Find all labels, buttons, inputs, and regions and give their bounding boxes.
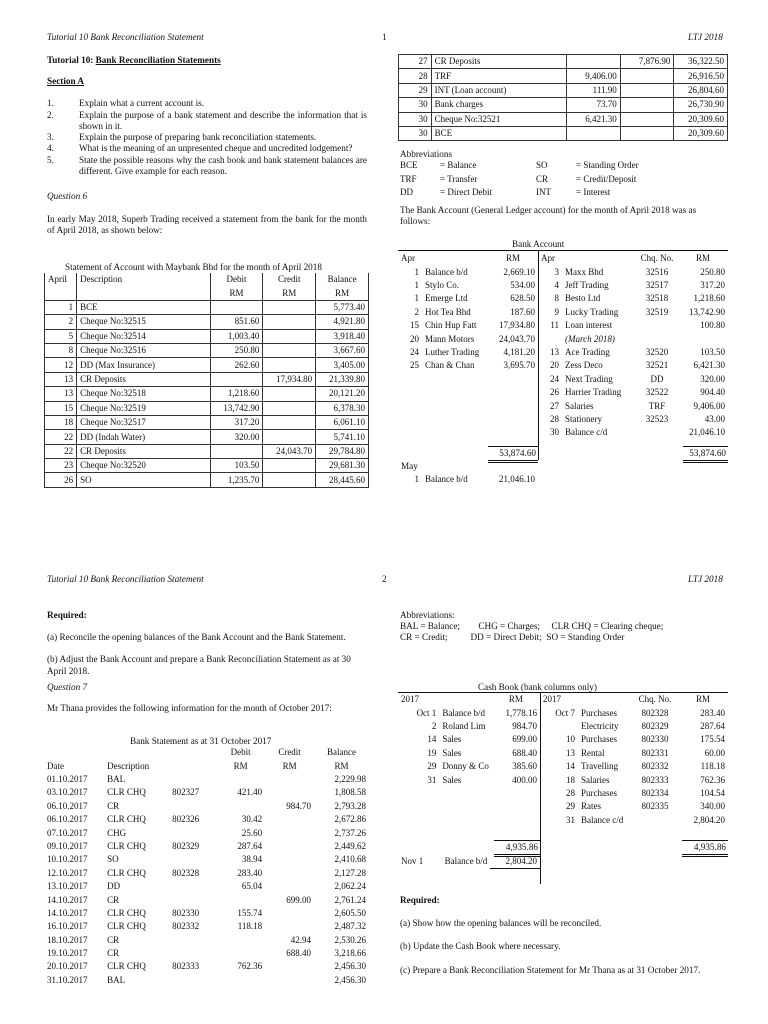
col-description: Description bbox=[107, 760, 150, 771]
statement-row: 20.10.2017 CLR CHQ 802333 762.36 2,456.30 bbox=[47, 961, 366, 972]
statement-row: 07.10.2017 CHG 25.60 2,737.26 bbox=[47, 827, 366, 838]
required-2-c: (c) Prepare a Bank Reconciliation Statement for Mr Thana as at 31 October 2017. bbox=[400, 964, 701, 975]
abbreviation-row: DD = Direct Debit INT = Interest bbox=[400, 186, 611, 197]
required-heading: Required: bbox=[47, 610, 87, 620]
left-column-2 bbox=[47, 610, 369, 714]
question-7-heading: Question 7 bbox=[47, 681, 88, 692]
cash-book-debit-row: 19 Sales 688.40 bbox=[427, 747, 537, 758]
cash-book-credit-row: 10 Purchases 802330 175.54 bbox=[566, 734, 725, 745]
bank-debit-row: 1 Emerge Ltd 628.50 bbox=[414, 293, 535, 304]
bank-may-balance: 1 Balance b/d 21,046.10 bbox=[414, 474, 535, 485]
cash-book-credit: 2017 Chq. No. RM Oct 7 Purchases 802328 283.40 Electricity 802329 287.64 10 Purchases 802330 175.54 13 Rental 802331 60.00 14 Travelling 802332 118.18 18 Salaries 802333 762.36 28 Purchases 802334 104.54 29 Rates 802335 340.00 31 Balance c/d 2,804.20 bbox=[540, 693, 728, 827]
question-6-intro: In early May 2018, Superb Trading received a statement from the bank for the month of April 2018, as shown below: bbox=[47, 214, 367, 236]
statement-row: 13.10.2017 DD 65.04 2,062.24 bbox=[47, 881, 366, 892]
left-column bbox=[47, 55, 367, 237]
bank-credit-row: 8 Besto Ltd 32518 1,218.60 bbox=[554, 293, 725, 304]
bank-statement-continued bbox=[398, 54, 728, 141]
statement-row: 5 Cheque No:32514 1,003.40 3,918.40 bbox=[45, 329, 369, 343]
bank-account-title: Bank Account bbox=[512, 239, 565, 249]
statement-row: 19.10.2017 CR 688.40 3,218.66 bbox=[47, 948, 366, 959]
cash-book-credit-row: 29 Rates 802335 340.00 bbox=[566, 801, 725, 812]
bank-credit-row: (March 2018) bbox=[565, 333, 615, 344]
bank-account-intro: The Bank Account (General Ledger account) for the month of April 2018 was as follows: bbox=[400, 205, 697, 227]
cash-book-credit-row: 31 Balance c/d 2,804.20 bbox=[566, 814, 725, 825]
cash-book-nov-balance: Nov 1 Balance b/d 2,804.20 bbox=[398, 855, 540, 869]
question-list bbox=[47, 98, 367, 177]
cash-book-credit-total: 4,935.86 bbox=[682, 840, 728, 857]
bank-credit-row: 24 Next Trading DD 320.00 bbox=[550, 373, 725, 384]
bank-credit-row: 13 Ace Trading 32520 103.50 bbox=[550, 346, 725, 357]
abbreviation-row: TRF = Transfer CR = Credit/Deposit bbox=[400, 173, 637, 184]
abbreviations-line-2: CR = Credit; DD = Direct Debit; SO = Standing Order bbox=[400, 632, 625, 642]
required-2-b: (b) Update the Cash Book where necessary. bbox=[400, 941, 561, 952]
cash-book-credit-row: 28 Purchases 802334 104.54 bbox=[566, 787, 725, 798]
statement-row: 8 Cheque No:32516 250.80 3,667.60 bbox=[45, 343, 369, 357]
bank-account-credit: Apr Chq. No. RM 3 Maxx Bhd 32516 250.80 4 Jeff Trading 32517 317.20 8 Besto Ltd 32518 1,218.60 9 Lucky Trading 32519 13,742.90 11 Loan interest 100.80 (March 2018) 13 Ace Trading 32520 103.50 20 Zess Deco 32521 6,421.30 24 Next Trading DD 320.00 26 Harrier Trading 32522 904.40 27 Salaries TRF 9,406.00 28 Stationery 32523 43.00 30 Balance c/d 21,046.10 bbox=[538, 252, 728, 439]
section-heading: Section A bbox=[47, 76, 85, 87]
bank-credit-row: 9 Lucky Trading 32519 13,742.90 bbox=[554, 306, 725, 317]
statement-row: 12.10.2017 CLR CHQ 802328 283.40 2,127.28 bbox=[47, 867, 366, 878]
bank-account-debit: Apr RM 1 Balance b/d 2,669.10 1 Stylo Co. 534.00 1 Emerge Ltd 628.50 2 Hot Tea Bhd 187.60 15 Chin Hup Fatt 17,934.80 20 Mann Motors 24,043.70 24 Luther Trading 4,181.20 25 Chan & Chan 3,695.70 bbox=[398, 252, 538, 373]
statement-row: 22 CR Deposits 24,043.70 29,784.80 bbox=[45, 444, 369, 458]
bank-credit-row: 30 Balance c/d 21,046.10 bbox=[550, 427, 725, 438]
abbreviations-table bbox=[397, 159, 642, 199]
statement-row: 27 CR Deposits 7,876.90 36,322.50 bbox=[399, 55, 728, 69]
statement-row: 30 Cheque No:32521 6,421.30 20,309.60 bbox=[399, 112, 728, 126]
bank-credit-row: 26 Harrier Trading 32522 904.40 bbox=[550, 387, 725, 398]
statement-row: 23 Cheque No:32520 103.50 29,681.30 bbox=[45, 459, 369, 473]
bank-statement-title-2: Bank Statement as at 31 October 2017 bbox=[130, 736, 272, 746]
header-left: Tutorial 10 Bank Reconciliation Statement bbox=[47, 32, 204, 42]
required-heading-2: Required: bbox=[400, 895, 440, 905]
abbreviations-line-1: BAL = Balance; CHG = Charges; CLR CHQ = Clearing cheque; bbox=[400, 621, 664, 631]
header-left: Tutorial 10 Bank Reconciliation Statement bbox=[47, 574, 204, 584]
statement-row: 13 Cheque No:32518 1,218.60 20,121.20 bbox=[45, 387, 369, 401]
question-6-heading: Question 6 bbox=[47, 190, 88, 201]
statement-row: 12 DD (Max Insurance) 262.60 3,405.00 bbox=[45, 358, 369, 372]
statement-row: 13 CR Deposits 17,934.80 21,339.80 bbox=[45, 372, 369, 386]
cash-book-debit-row: 31 Sales 400.00 bbox=[427, 774, 537, 785]
statement-row: 28 TRF 9,406.00 26,916.50 bbox=[399, 69, 728, 83]
bank-credit-row: 27 Salaries TRF 9,406.00 bbox=[550, 400, 725, 411]
statement-row: 15 Cheque No:32519 13,742.90 6,378.30 bbox=[45, 401, 369, 415]
statement-row: 1 BCE 5,773.40 bbox=[45, 300, 369, 314]
abbreviations-title-2: Abbreviations: bbox=[400, 610, 455, 620]
cash-book-credit-row: Electricity 802329 287.64 bbox=[581, 720, 725, 731]
statement-row: 22 DD (Indah Water) 320.00 5,741.10 bbox=[45, 430, 369, 444]
bank-debit-row: 1 Stylo Co. 534.00 bbox=[414, 279, 535, 290]
question-7-intro: Mr Thana provides the following information for the month of October 2017: bbox=[47, 703, 332, 714]
required-a: (a) Reconcile the opening balances of the Bank Account and the Bank Statement. bbox=[47, 632, 346, 643]
statement-row: 14.10.2017 CR 699.00 2,761.24 bbox=[47, 894, 366, 905]
statement-row: 31.10.2017 BAL 2,456.30 bbox=[47, 974, 366, 985]
cash-book-credit-row: 14 Travelling 802332 118.18 bbox=[566, 761, 725, 772]
abbreviation-row: BCE = Balance SO = Standing Order bbox=[400, 160, 639, 171]
cash-book-debit-row: 29 Donny & Co 385.60 bbox=[427, 761, 537, 772]
cash-book-debit: 2017 RM Oct 1 Balance b/d 1,778.16 2 Roland Lim 984.70 14 Sales 699.00 19 Sales 688.40 29 Donny & Co 385.60 31 Sales 400.00 bbox=[398, 693, 540, 787]
statement-row: 2 Cheque No:32515 851.60 4,921.80 bbox=[45, 315, 369, 329]
question-item: 3. Explain the purpose of preparing bank reconciliation statements. bbox=[47, 132, 317, 143]
page-number: 1 bbox=[382, 32, 387, 42]
cash-book-debit-total: 4,935.86 bbox=[494, 840, 540, 857]
page-2 bbox=[0, 512, 768, 1024]
question-item: 2. Explain the purpose of a bank statement and describe the information that is shown in it. bbox=[47, 109, 367, 131]
bank-credit-row: 28 Stationery 32523 43.00 bbox=[550, 413, 725, 424]
question-item: 1. Explain what a current account is. bbox=[47, 98, 205, 109]
page-number: 2 bbox=[382, 574, 387, 584]
bank-debit-row: 20 Mann Motors 24,043.70 bbox=[410, 333, 535, 344]
statement-row: 01.10.2017 BAL 2,229.98 bbox=[47, 773, 366, 784]
statement-row: 06.10.2017 CR 984.70 2,793.28 bbox=[47, 800, 366, 811]
statement-row: 18 Cheque No:32517 317.20 6,061.10 bbox=[45, 415, 369, 429]
statement-row: 10.10.2017 SO 38.94 2,410.68 bbox=[47, 854, 366, 865]
col-date: Date bbox=[47, 760, 64, 771]
cash-book-credit-row: 13 Rental 802331 60.00 bbox=[566, 747, 725, 758]
statement-row: 29 INT (Loan account) 111.90 26,804.60 bbox=[399, 83, 728, 97]
statement-row: 30 Bank charges 73.70 26,730.90 bbox=[399, 98, 728, 112]
header-right: LTJ 2018 bbox=[688, 574, 723, 584]
question-item: 5. State the possible reasons why the cash book and bank statement balances are different. Give example for each reason. bbox=[47, 154, 367, 176]
header-right: LTJ 2018 bbox=[688, 32, 723, 42]
col-description: Description bbox=[77, 273, 211, 286]
bank-credit-row: 3 Maxx Bhd 32516 250.80 bbox=[554, 266, 725, 277]
bank-debit-row: 1 Balance b/d 2,669.10 bbox=[414, 266, 535, 277]
bank-credit-total: 53,874.60 bbox=[683, 446, 728, 463]
bank-debit-total: 53,874.60 bbox=[488, 446, 538, 463]
bank-statement-table: April Description Debit Credit Balance RM RM RM 1 BCE 5,773.40 2 Cheque No:32515 851.60 4,921.80 5 Cheque No:32514 1,003.40 3,918.40 8 Cheque No:32516 250.80 3,667.60 12 DD (Max Insurance) 262.60 3,405.00 13 CR Deposits 17,934.80 21,339.80 13 Cheque No:32518 1,218.60 20,121.20 15 Cheque No:32519 13,742.90 6,378.30 18 Cheque No:32517 317.20 6,061.10 22 DD (Indah Water) 320.00 5,741.10 22 CR Deposits 24,043.70 29,784.80 23 Cheque No:32520 103.50 29,681.30 26 SO 1,235.70 28,445.60 bbox=[44, 273, 369, 488]
cash-book-credit-row: 18 Salaries 802333 762.36 bbox=[566, 774, 725, 785]
bank-account-top-rule bbox=[398, 250, 728, 251]
col-balance: Balance bbox=[316, 273, 369, 286]
required-2 bbox=[400, 895, 728, 976]
bank-debit-row: 24 Luther Trading 4,181.20 bbox=[410, 346, 535, 357]
bank-statement-oct: Debit Credit Balance Date Description RM RM RM 01.10.2017 BAL 2,229.98 03.10.2017 CLR CHQ 802327 421.40 1,808.58 06.10.2017 CR 984.70 2,793.28 06.10.2017 CLR CHQ 802326 30.42 2,672.86 07.10.2017 CHG 25.60 2,737.26 09.10.2017 CLR CHQ 802329 287.64 2,449.62 10.10.2017 SO 38.94 2,410.68 12.10.2017 CLR CHQ 802328 283.40 2,127.28 13.10.2017 DD 65.04 2,062.24 14.10.2017 CR 699.00 2,761.24 14.10.2017 CLR CHQ 802330 155.74 2,605.50 16.10.2017 CLR CHQ 802332 118.18 2,487.32 18.10.2017 CR 42.94 2,530.26 19.10.2017 CR 688.40 3,218.66 20.10.2017 CLR CHQ 802333 762.36 2,456.30 31.10.2017 BAL 2,456.30 bbox=[44, 746, 369, 987]
cash-book-debit-row: 2 Roland Lim 984.70 bbox=[431, 720, 537, 731]
bank-debit-row: 2 Hot Tea Bhd 187.60 bbox=[414, 306, 535, 317]
bank-credit-row: 20 Zess Deco 32521 6,421.30 bbox=[550, 360, 725, 371]
bank-debit-row: 15 Chin Hup Fatt 17,934.80 bbox=[410, 320, 535, 331]
cash-book-debit-row: 14 Sales 699.00 bbox=[427, 734, 537, 745]
col-debit: Debit bbox=[210, 273, 263, 286]
bank-debit-row: 25 Chan & Chan 3,695.70 bbox=[410, 360, 535, 371]
col-credit: Credit bbox=[263, 273, 316, 286]
cash-book-title: Cash Book (bank columns only) bbox=[478, 682, 597, 692]
statement-title: Statement of Account with Maybank Bhd for the month of April 2018 bbox=[65, 262, 322, 272]
bank-credit-row: 11 Loan interest 100.80 bbox=[550, 320, 725, 331]
cash-book-credit-row: Oct 7 Purchases 802328 283.40 bbox=[555, 707, 725, 718]
tutorial-title: Tutorial 10: Bank Reconciliation Statements bbox=[47, 55, 221, 65]
statement-row: 16.10.2017 CLR CHQ 802332 118.18 2,487.32 bbox=[47, 921, 366, 932]
cash-book-debit-row: Oct 1 Balance b/d 1,778.16 bbox=[416, 707, 537, 718]
statement-row: 14.10.2017 CLR CHQ 802330 155.74 2,605.50 bbox=[47, 907, 366, 918]
col-april: April bbox=[45, 273, 77, 286]
statement-row: 06.10.2017 CLR CHQ 802326 30.42 2,672.86 bbox=[47, 814, 366, 825]
required-b: (b) Adjust the Bank Account and prepare a Bank Reconciliation Statement as at 30 April 2018. bbox=[47, 654, 351, 676]
abbreviations-title: Abbreviations bbox=[400, 149, 453, 159]
bank-may-label: May bbox=[401, 461, 418, 471]
bank-credit-row: 4 Jeff Trading 32517 317.20 bbox=[554, 279, 725, 290]
statement-row: 03.10.2017 CLR CHQ 802327 421.40 1,808.58 bbox=[47, 787, 366, 798]
required-2-a: (a) Show how the opening balances will be reconciled. bbox=[400, 918, 602, 929]
statement-row: 09.10.2017 CLR CHQ 802329 287.64 2,449.62 bbox=[47, 840, 366, 851]
statement-row: 30 BCE 20,309.60 bbox=[399, 126, 728, 140]
question-item: 4. What is the meaning of an unpresented cheque and uncredited lodgement? bbox=[47, 143, 353, 154]
statement-row: 18.10.2017 CR 42.94 2,530.26 bbox=[47, 934, 366, 945]
statement-row: 26 SO 1,235.70 28,445.60 bbox=[45, 473, 369, 487]
